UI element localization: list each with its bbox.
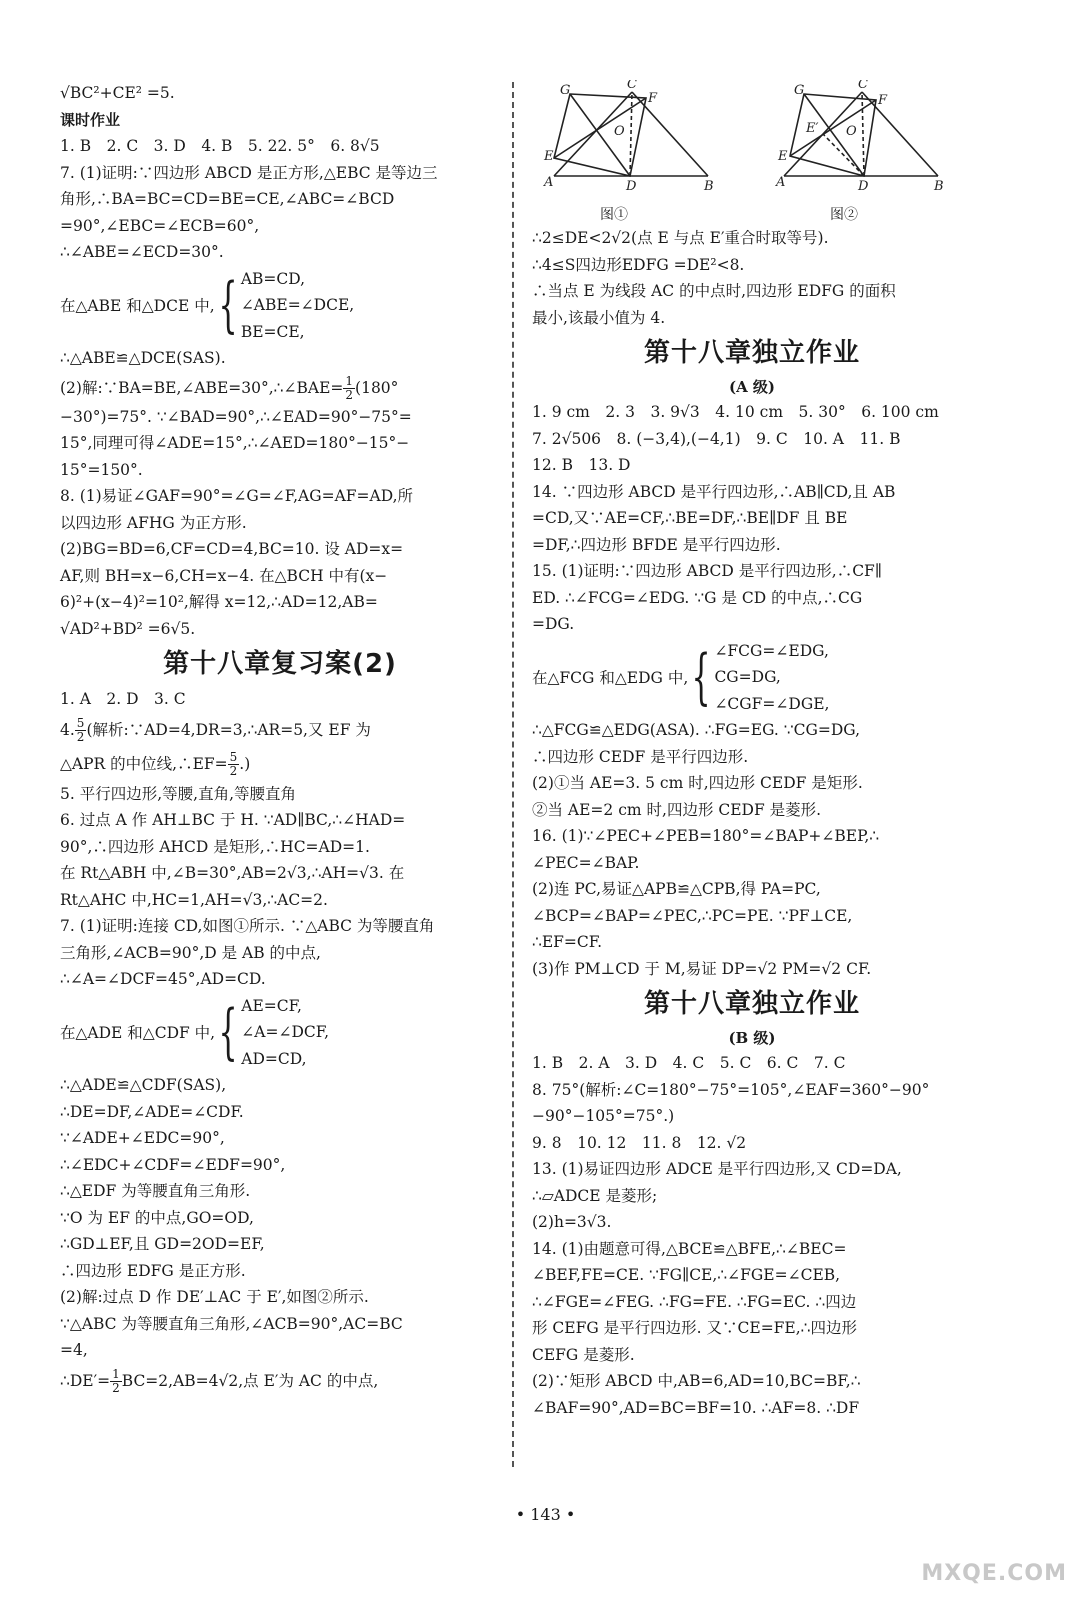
segment-cb-2 <box>862 92 938 176</box>
label-g: G <box>560 83 571 98</box>
segment-cb <box>632 92 708 176</box>
text-line: 6)²+(x−4)²=10²,解得 x=12,∴AD=12,AB= <box>60 593 378 611</box>
label-b: B <box>704 179 714 194</box>
text-line: ∴DE=DF,∠ADE=∠CDF. <box>60 1102 244 1121</box>
text-line: ∴△ABE≌△DCE(SAS). <box>60 349 226 367</box>
case-line: ∠ABE=∠DCE, <box>240 296 355 314</box>
brace-symbol: { <box>218 270 238 341</box>
case-lines <box>241 993 329 1073</box>
text-line: ∴△EDF 为等腰直角三角形. <box>60 1182 251 1200</box>
text-line: −90°−105°=75°.) <box>532 1107 675 1125</box>
square-edfg-2 <box>790 94 876 176</box>
text-line: =90°,∠EBC=∠ECB=60°, <box>60 216 260 235</box>
section-heading: 第十八章独立作业 <box>643 338 860 368</box>
text-line: AF,则 BH=x−6,CH=x−4. 在△BCH 中有(x− <box>60 566 388 585</box>
case-line: CG=DG, <box>714 668 781 686</box>
watermark: MXQE.COM <box>921 1561 1067 1586</box>
text-line: ∴△ADE≌△CDF(SAS), <box>60 1076 227 1094</box>
text-line: (3)作 PM⊥CD 于 M,易证 DP=√2 PM=√2 CF. <box>532 959 872 978</box>
text-line: 7. (1)证明:连接 CD,如图①所示. ∵△ABC 为等腰直角 <box>60 917 435 935</box>
text-fragment: (解析:∵AD=4,DR=3,∴AR=5,又 EF 为 <box>86 720 371 739</box>
text-line: 5. 平行四边形,等腰,直角,等腰直角 <box>60 784 296 803</box>
fraction-numerator: 1 <box>112 1367 120 1381</box>
diag-ef <box>554 98 646 158</box>
label-a: A <box>544 175 554 190</box>
fraction-numerator: 5 <box>229 750 238 764</box>
segment-cd-2 <box>862 92 864 176</box>
text-line: ∴∠EDC+∠CDF=∠EDF=90°, <box>60 1155 286 1174</box>
case-line: ∠FCG=∠EDG, <box>714 641 829 660</box>
case-line: AE=CF, <box>241 996 302 1015</box>
text-line: (2)BG=BD=6,CF=CD=4,BC=10. 设 AD=x= <box>60 540 404 558</box>
brace-symbol: { <box>218 997 238 1068</box>
text-line: 8. (1)易证∠GAF=90°=∠G=∠F,AG=AF=AD,所 <box>60 487 414 505</box>
case-line: ∠A=∠DCF, <box>241 1023 330 1041</box>
text-fragment: BC=2,AB=4√2,点 E′为 AC 的中点, <box>121 1371 379 1390</box>
label-f-2: F <box>878 93 888 108</box>
fraction-denominator: 2 <box>76 730 85 744</box>
fraction-denominator: 2 <box>112 1381 120 1395</box>
text-line: 6. 过点 A 作 AH⊥BC 于 H. ∵AD∥BC,∴∠HAD= <box>60 811 406 829</box>
text-line: ∠BCP=∠BAP=∠PEC,∴PC=PE. ∵PF⊥CE, <box>532 906 853 925</box>
text-line: √BC²+CE² =5. <box>60 84 175 102</box>
label-b-2: B <box>934 179 944 194</box>
text-line: ∴当点 E 为线段 AC 的中点时,四边形 EDFG 的面积 <box>532 282 896 300</box>
case-lines <box>714 638 829 718</box>
text-line: =DG. <box>532 615 575 633</box>
text-line: ②当 AE=2 cm 时,四边形 CEDF 是菱形. <box>532 800 822 819</box>
figure-2-caption: 图② <box>830 207 858 223</box>
text-line: ∠BEF,FE=CE. ∵FG∥CE,∴∠FGE=∠CEB, <box>532 1266 841 1284</box>
right-column <box>532 225 972 1421</box>
text-line: 14. (1)由题意可得,△BCE≌△BFE,∴∠BEC= <box>532 1239 847 1258</box>
label-d-2: D <box>858 179 869 194</box>
text-line: (2)①当 AE=3. 5 cm 时,四边形 CEDF 是矩形. <box>532 774 863 792</box>
label-o: O <box>614 124 625 139</box>
case-line: AB=CD, <box>240 269 306 288</box>
figure-1-caption: 图① <box>600 207 628 223</box>
label-e-2: E <box>778 149 788 164</box>
text-line: 1. B 2. A 3. D 4. C 5. C 6. C 7. C <box>532 1054 846 1072</box>
text-fragment: .) <box>239 754 251 773</box>
text-line: 7. 2√506 8. (−3,4),(−4,1) 9. C 10. A 11. B <box>532 429 901 448</box>
segment-cd <box>630 92 632 176</box>
case-line: BE=CE, <box>240 322 305 341</box>
case-block <box>60 993 500 1073</box>
page-number: • 143 • <box>515 1505 576 1524</box>
text-line: 在 Rt△ABH 中,∠B=30°,AB=2√3,∴AH=√3. 在 <box>60 864 405 882</box>
fraction-denominator: 2 <box>345 388 354 402</box>
label-g-2: G <box>794 83 805 98</box>
text-line: ∴▱ADCE 是菱形; <box>532 1186 658 1205</box>
figure-2-labels <box>775 80 944 194</box>
label-d: D <box>626 179 637 194</box>
case-block <box>60 266 500 346</box>
text-line: 15°=150°. <box>60 460 143 479</box>
text-line: 形 CEFG 是平行四边形. 又∵CE=FE,∴四边形 <box>532 1319 858 1337</box>
text-line: ∠PEC=∠BAP. <box>532 853 640 872</box>
text-line: Rt△AHC 中,HC=1,AH=√3,∴AC=2. <box>60 890 328 909</box>
section-subtitle: 课时作业 <box>60 110 121 129</box>
text-line: ∴△FCG≌△EDG(ASA). ∴FG=EG. ∵CG=DG, <box>532 721 861 739</box>
text-line: 9. 8 10. 12 11. 8 12. √2 <box>532 1133 747 1152</box>
text-fragment: ∴DE′= <box>60 1371 111 1390</box>
text-line: 15°,同理可得∠ADE=15°,∴∠AED=180°−15°− <box>60 434 410 452</box>
text-line: ∴四边形 EDFG 是正方形. <box>60 1261 246 1280</box>
text-line <box>60 1364 500 1398</box>
geometry-figures <box>540 80 970 225</box>
case-intro: 在△ADE 和△CDF 中, <box>60 1024 216 1043</box>
text-line: ∵∠ADE+∠EDC=90°, <box>60 1129 225 1147</box>
text-line: 13. (1)易证四边形 ADCE 是平行四边形,又 CD=DA, <box>532 1160 902 1178</box>
text-line: ∴四边形 CEDF 是平行四边形. <box>532 747 749 766</box>
fraction-numerator: 1 <box>345 374 354 388</box>
text-line: (2)连 PC,易证△APB≌△CPB,得 PA=PC, <box>532 880 821 898</box>
label-c-2: C <box>858 80 868 92</box>
case-lines <box>241 266 354 346</box>
text-line: 角形,∴BA=BC=CD=BE=CE,∠ABC=∠BCD <box>60 190 395 208</box>
text-line: 最小,该最小值为 4. <box>532 308 666 327</box>
case-block <box>532 638 972 718</box>
text-line: 三角形,∠ACB=90°,D 是 AB 的中点, <box>60 943 321 962</box>
text-fragment: 4. <box>60 720 75 739</box>
text-line: ∴GD⊥EF,且 GD=2OD=EF, <box>60 1235 265 1253</box>
brace-symbol: { <box>691 642 711 713</box>
fraction <box>75 717 87 744</box>
text-line: ∴∠A=∠DCF=45°,AD=CD. <box>60 970 266 988</box>
text-line: ∴∠FGE=∠FEG. ∴FG=FE. ∴FG=EC. ∴四边 <box>532 1292 857 1311</box>
text-line: 8. 75°(解析:∠C=180°−75°=105°,∠EAF=360°−90° <box>532 1080 930 1099</box>
text-line: 90°,∴四边形 AHCD 是矩形,∴HC=AD=1. <box>60 837 370 856</box>
text-line: 以四边形 AFHG 为正方形. <box>60 513 247 532</box>
figure-1 <box>554 92 708 176</box>
text-line: 1. B 2. C 3. D 4. B 5. 22. 5° 6. 8√5 <box>60 137 380 155</box>
column-divider <box>512 82 514 1467</box>
text-line: 12. B 13. D <box>532 456 631 474</box>
text-line: 16. (1)∵∠PEC+∠PEB=180°=∠BAP+∠BEP,∴ <box>532 827 880 845</box>
text-line: ∴∠ABE=∠ECD=30°. <box>60 243 224 261</box>
fraction-numerator: 5 <box>76 716 85 730</box>
label-a-2: A <box>776 175 786 190</box>
text-fragment: (180° <box>355 378 399 397</box>
case-line: ∠CGF=∠DGE, <box>714 694 830 713</box>
text-line: (2)∵矩形 ABCD 中,AB=6,AD=10,BC=BF,∴ <box>532 1372 861 1390</box>
fraction <box>343 375 355 402</box>
fraction <box>110 1368 122 1395</box>
case-intro: 在△ABE 和△DCE 中, <box>60 297 215 316</box>
section-heading: 第十八章复习案(2) <box>163 649 397 679</box>
label-f: F <box>648 91 658 106</box>
label-e: E <box>544 149 554 164</box>
label-e-prime: E′ <box>806 121 819 136</box>
text-line: (2)h=3√3. <box>532 1213 612 1231</box>
text-line: 1. 9 cm 2. 3 3. 9√3 4. 10 cm 5. 30° 6. 100 cm <box>532 403 939 421</box>
case-line: AD=CD, <box>241 1049 307 1068</box>
text-line: ∴EF=CF. <box>532 933 603 951</box>
fraction <box>228 751 240 778</box>
text-line <box>60 713 500 747</box>
text-line: −30°)=75°. ∵∠BAD=90°,∴∠EAD=90°−75°= <box>60 407 412 426</box>
text-line: (2)解:过点 D 作 DE′⊥AC 于 E′,如图②所示. <box>60 1288 369 1306</box>
text-line <box>60 372 500 404</box>
case-intro: 在△FCG 和△EDG 中, <box>532 669 689 688</box>
text-line: =DF,∴四边形 BFDE 是平行四边形. <box>532 535 781 554</box>
fraction-denominator: 2 <box>229 764 238 778</box>
label-o-2: O <box>846 124 857 139</box>
text-line: 1. A 2. D 3. C <box>60 690 186 708</box>
text-fragment: △APR 的中位线,∴EF= <box>60 754 228 773</box>
level-heading: (B 级) <box>728 1029 776 1047</box>
text-line: ∵△ABC 为等腰直角三角形,∠ACB=90°,AC=BC <box>60 1314 403 1333</box>
text-line: =4, <box>60 1341 88 1359</box>
text-line: 15. (1)证明:∵四边形 ABCD 是平行四边形,∴CF∥ <box>532 562 882 580</box>
text-line: ED. ∴∠FCG=∠EDG. ∵G 是 CD 的中点,∴CG <box>532 588 863 607</box>
text-fragment: (2)解:∵BA=BE,∠ABE=30°,∴∠BAE= <box>60 378 344 397</box>
label-c: C <box>627 80 637 92</box>
left-column <box>60 80 500 1398</box>
text-line: ∠BAF=90°,AD=BC=BF=10. ∴AF=8. ∴DF <box>532 1398 860 1417</box>
text-line: =CD,又∵AE=CF,∴BE=DF,∴BE∥DF 且 BE <box>532 509 848 527</box>
text-line: 7. (1)证明:∵四边形 ABCD 是正方形,△EBC 是等边三 <box>60 163 438 182</box>
text-line: ∴2≤DE<2√2(点 E 与点 E′重合时取等号). <box>532 229 829 247</box>
text-line: ∵O 为 EF 的中点,GO=OD, <box>60 1208 254 1227</box>
section-heading: 第十八章独立作业 <box>643 989 860 1019</box>
text-line: √AD²+BD² =6√5. <box>60 619 196 638</box>
level-heading: (A 级) <box>728 378 776 396</box>
text-line: 14. ∵四边形 ABCD 是平行四边形,∴AB∥CD,且 AB <box>532 482 896 501</box>
text-line: ∴4≤S四边形EDFG =DE²<8. <box>532 255 745 274</box>
text-line: CEFG 是菱形. <box>532 1345 635 1364</box>
text-line <box>60 747 500 781</box>
